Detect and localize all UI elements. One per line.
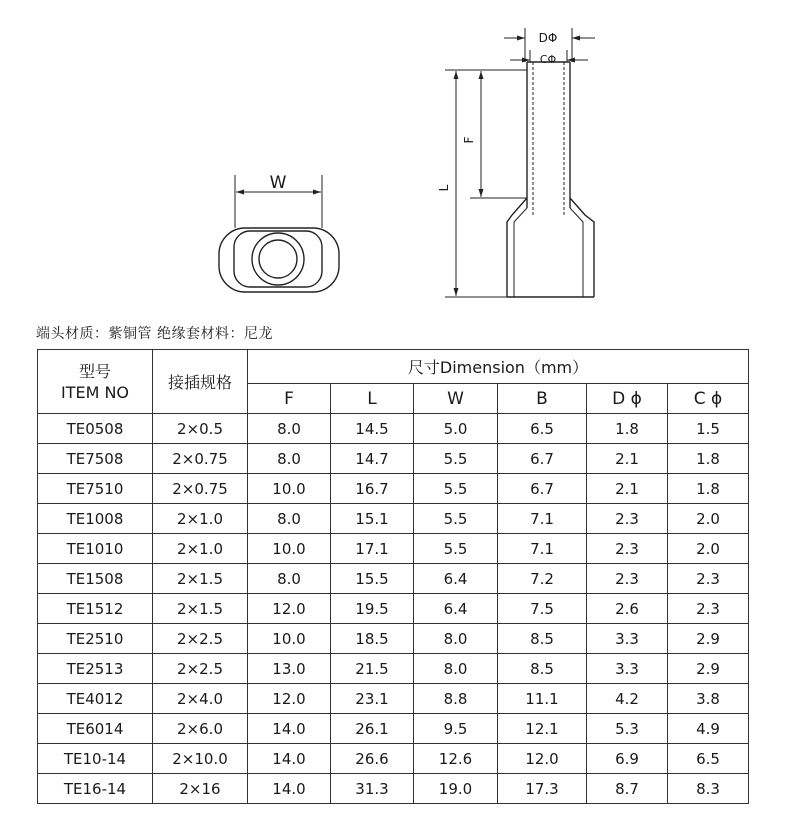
cell-b: 7.1 [498,504,587,534]
header-dimension: 尺寸Dimension（mm） [248,350,749,384]
table-row [38,714,749,744]
cell-f: 10.0 [248,474,331,504]
cell-w: 12.6 [414,744,498,774]
cell-c: 2.3 [668,564,749,594]
spec-table [37,349,749,804]
table-row [38,564,749,594]
cell-l: 15.1 [331,504,414,534]
cell-c: 2.9 [668,624,749,654]
table-row [38,744,749,774]
header-dim-4: D ϕ [587,384,668,414]
cell-c: 1.8 [668,444,749,474]
cell-item: TE10-14 [38,744,153,774]
cell-item: TE7508 [38,444,153,474]
w-label: W [269,173,287,193]
cell-l: 21.5 [331,654,414,684]
cell-spec: 2×2.5 [153,654,248,684]
cell-c: 2.0 [668,504,749,534]
cell-d: 3.3 [587,654,668,684]
cell-d: 2.6 [587,594,668,624]
header-dim-3: B [498,384,587,414]
cell-spec: 2×16 [153,774,248,804]
cell-w: 5.5 [414,474,498,504]
cell-c: 1.5 [668,414,749,444]
cell-d: 2.3 [587,534,668,564]
cell-f: 12.0 [248,684,331,714]
cell-b: 11.1 [498,684,587,714]
front-inner-circle [259,240,297,278]
table-row [38,594,749,624]
l-label: L [437,184,451,192]
cell-l: 17.1 [331,534,414,564]
cell-l: 16.7 [331,474,414,504]
cell-w: 5.5 [414,534,498,564]
cell-c: 4.9 [668,714,749,744]
cell-w: 19.0 [414,774,498,804]
cell-w: 5.0 [414,414,498,444]
header-dim-1: L [331,384,414,414]
cell-w: 8.0 [414,654,498,684]
cell-item: TE2510 [38,624,153,654]
cell-spec: 2×1.5 [153,564,248,594]
cell-d: 1.8 [587,414,668,444]
cell-w: 9.5 [414,714,498,744]
cell-f: 8.0 [248,414,331,444]
table-row [38,654,749,684]
cell-f: 8.0 [248,564,331,594]
cell-spec: 2×0.75 [153,474,248,504]
material-note: 端头材质：紫铜管 绝缘套材料：尼龙 [36,326,273,342]
cell-c: 2.9 [668,654,749,684]
cell-b: 7.5 [498,594,587,624]
cell-b: 7.2 [498,564,587,594]
cell-b: 17.3 [498,774,587,804]
cell-f: 8.0 [248,444,331,474]
header-dim-0: F [248,384,331,414]
cell-w: 5.5 [414,444,498,474]
cell-item: TE1008 [38,504,153,534]
cell-l: 14.5 [331,414,414,444]
cell-item: TE6014 [38,714,153,744]
table-row [38,474,749,504]
cell-f: 14.0 [248,744,331,774]
cell-f: 12.0 [248,594,331,624]
cell-spec: 2×6.0 [153,714,248,744]
cell-spec: 2×10.0 [153,744,248,774]
cell-l: 26.1 [331,714,414,744]
d-label: DΦ [538,31,558,45]
cell-item: TE7510 [38,474,153,504]
cell-item: TE1010 [38,534,153,564]
cell-d: 2.3 [587,504,668,534]
cell-l: 31.3 [331,774,414,804]
cell-d: 4.2 [587,684,668,714]
c-label: CΦ [539,53,557,66]
cell-l: 26.6 [331,744,414,774]
cell-b: 8.5 [498,624,587,654]
cell-c: 3.8 [668,684,749,714]
cell-c: 6.5 [668,744,749,774]
cell-c: 2.3 [668,594,749,624]
cell-c: 1.8 [668,474,749,504]
cell-item: TE1508 [38,564,153,594]
cell-w: 5.5 [414,504,498,534]
header-dim-5: C ϕ [668,384,749,414]
cell-l: 15.5 [331,564,414,594]
cell-d: 3.3 [587,624,668,654]
cell-l: 14.7 [331,444,414,474]
cell-spec: 2×0.75 [153,444,248,474]
cell-b: 6.7 [498,474,587,504]
cell-spec: 2×1.0 [153,534,248,564]
cell-item: TE4012 [38,684,153,714]
cell-w: 8.0 [414,624,498,654]
cell-item: TE0508 [38,414,153,444]
table-row [38,774,749,804]
cell-d: 6.9 [587,744,668,774]
cell-c: 8.3 [668,774,749,804]
cell-spec: 2×2.5 [153,624,248,654]
cell-b: 7.1 [498,534,587,564]
cell-b: 12.0 [498,744,587,774]
cell-item: TE1512 [38,594,153,624]
header-spec: 接插规格 [153,350,248,414]
ferrule-technical-drawing [0,0,790,320]
f-label: F [462,136,476,144]
cell-f: 10.0 [248,534,331,564]
cell-d: 2.1 [587,474,668,504]
cell-b: 8.5 [498,654,587,684]
table-row [38,534,749,564]
cell-w: 8.8 [414,684,498,714]
header-model-cn: 型号 [78,361,111,381]
table-row [38,444,749,474]
cell-b: 6.5 [498,414,587,444]
cell-f: 10.0 [248,624,331,654]
cell-spec: 2×1.5 [153,594,248,624]
header-dim-2: W [414,384,498,414]
cell-d: 2.1 [587,444,668,474]
side-view [445,28,595,297]
cell-f: 14.0 [248,774,331,804]
cell-d: 2.3 [587,564,668,594]
cell-item: TE16-14 [38,774,153,804]
header-item-no [38,350,153,414]
cell-d: 5.3 [587,714,668,744]
cell-w: 6.4 [414,564,498,594]
cell-b: 12.1 [498,714,587,744]
table-row [38,684,749,714]
cell-f: 8.0 [248,504,331,534]
cell-l: 23.1 [331,684,414,714]
cell-c: 2.0 [668,534,749,564]
cell-l: 18.5 [331,624,414,654]
cell-l: 19.5 [331,594,414,624]
table-row [38,414,749,444]
cell-f: 14.0 [248,714,331,744]
cell-f: 13.0 [248,654,331,684]
cell-item: TE2513 [38,654,153,684]
front-outer-circle [252,233,304,285]
cell-w: 6.4 [414,594,498,624]
cell-b: 6.7 [498,444,587,474]
table-row [38,624,749,654]
header-model-en: ITEM NO [60,382,130,402]
table-row [38,504,749,534]
cell-spec: 2×0.5 [153,414,248,444]
cell-spec: 2×4.0 [153,684,248,714]
cell-spec: 2×1.0 [153,504,248,534]
cell-d: 8.7 [587,774,668,804]
